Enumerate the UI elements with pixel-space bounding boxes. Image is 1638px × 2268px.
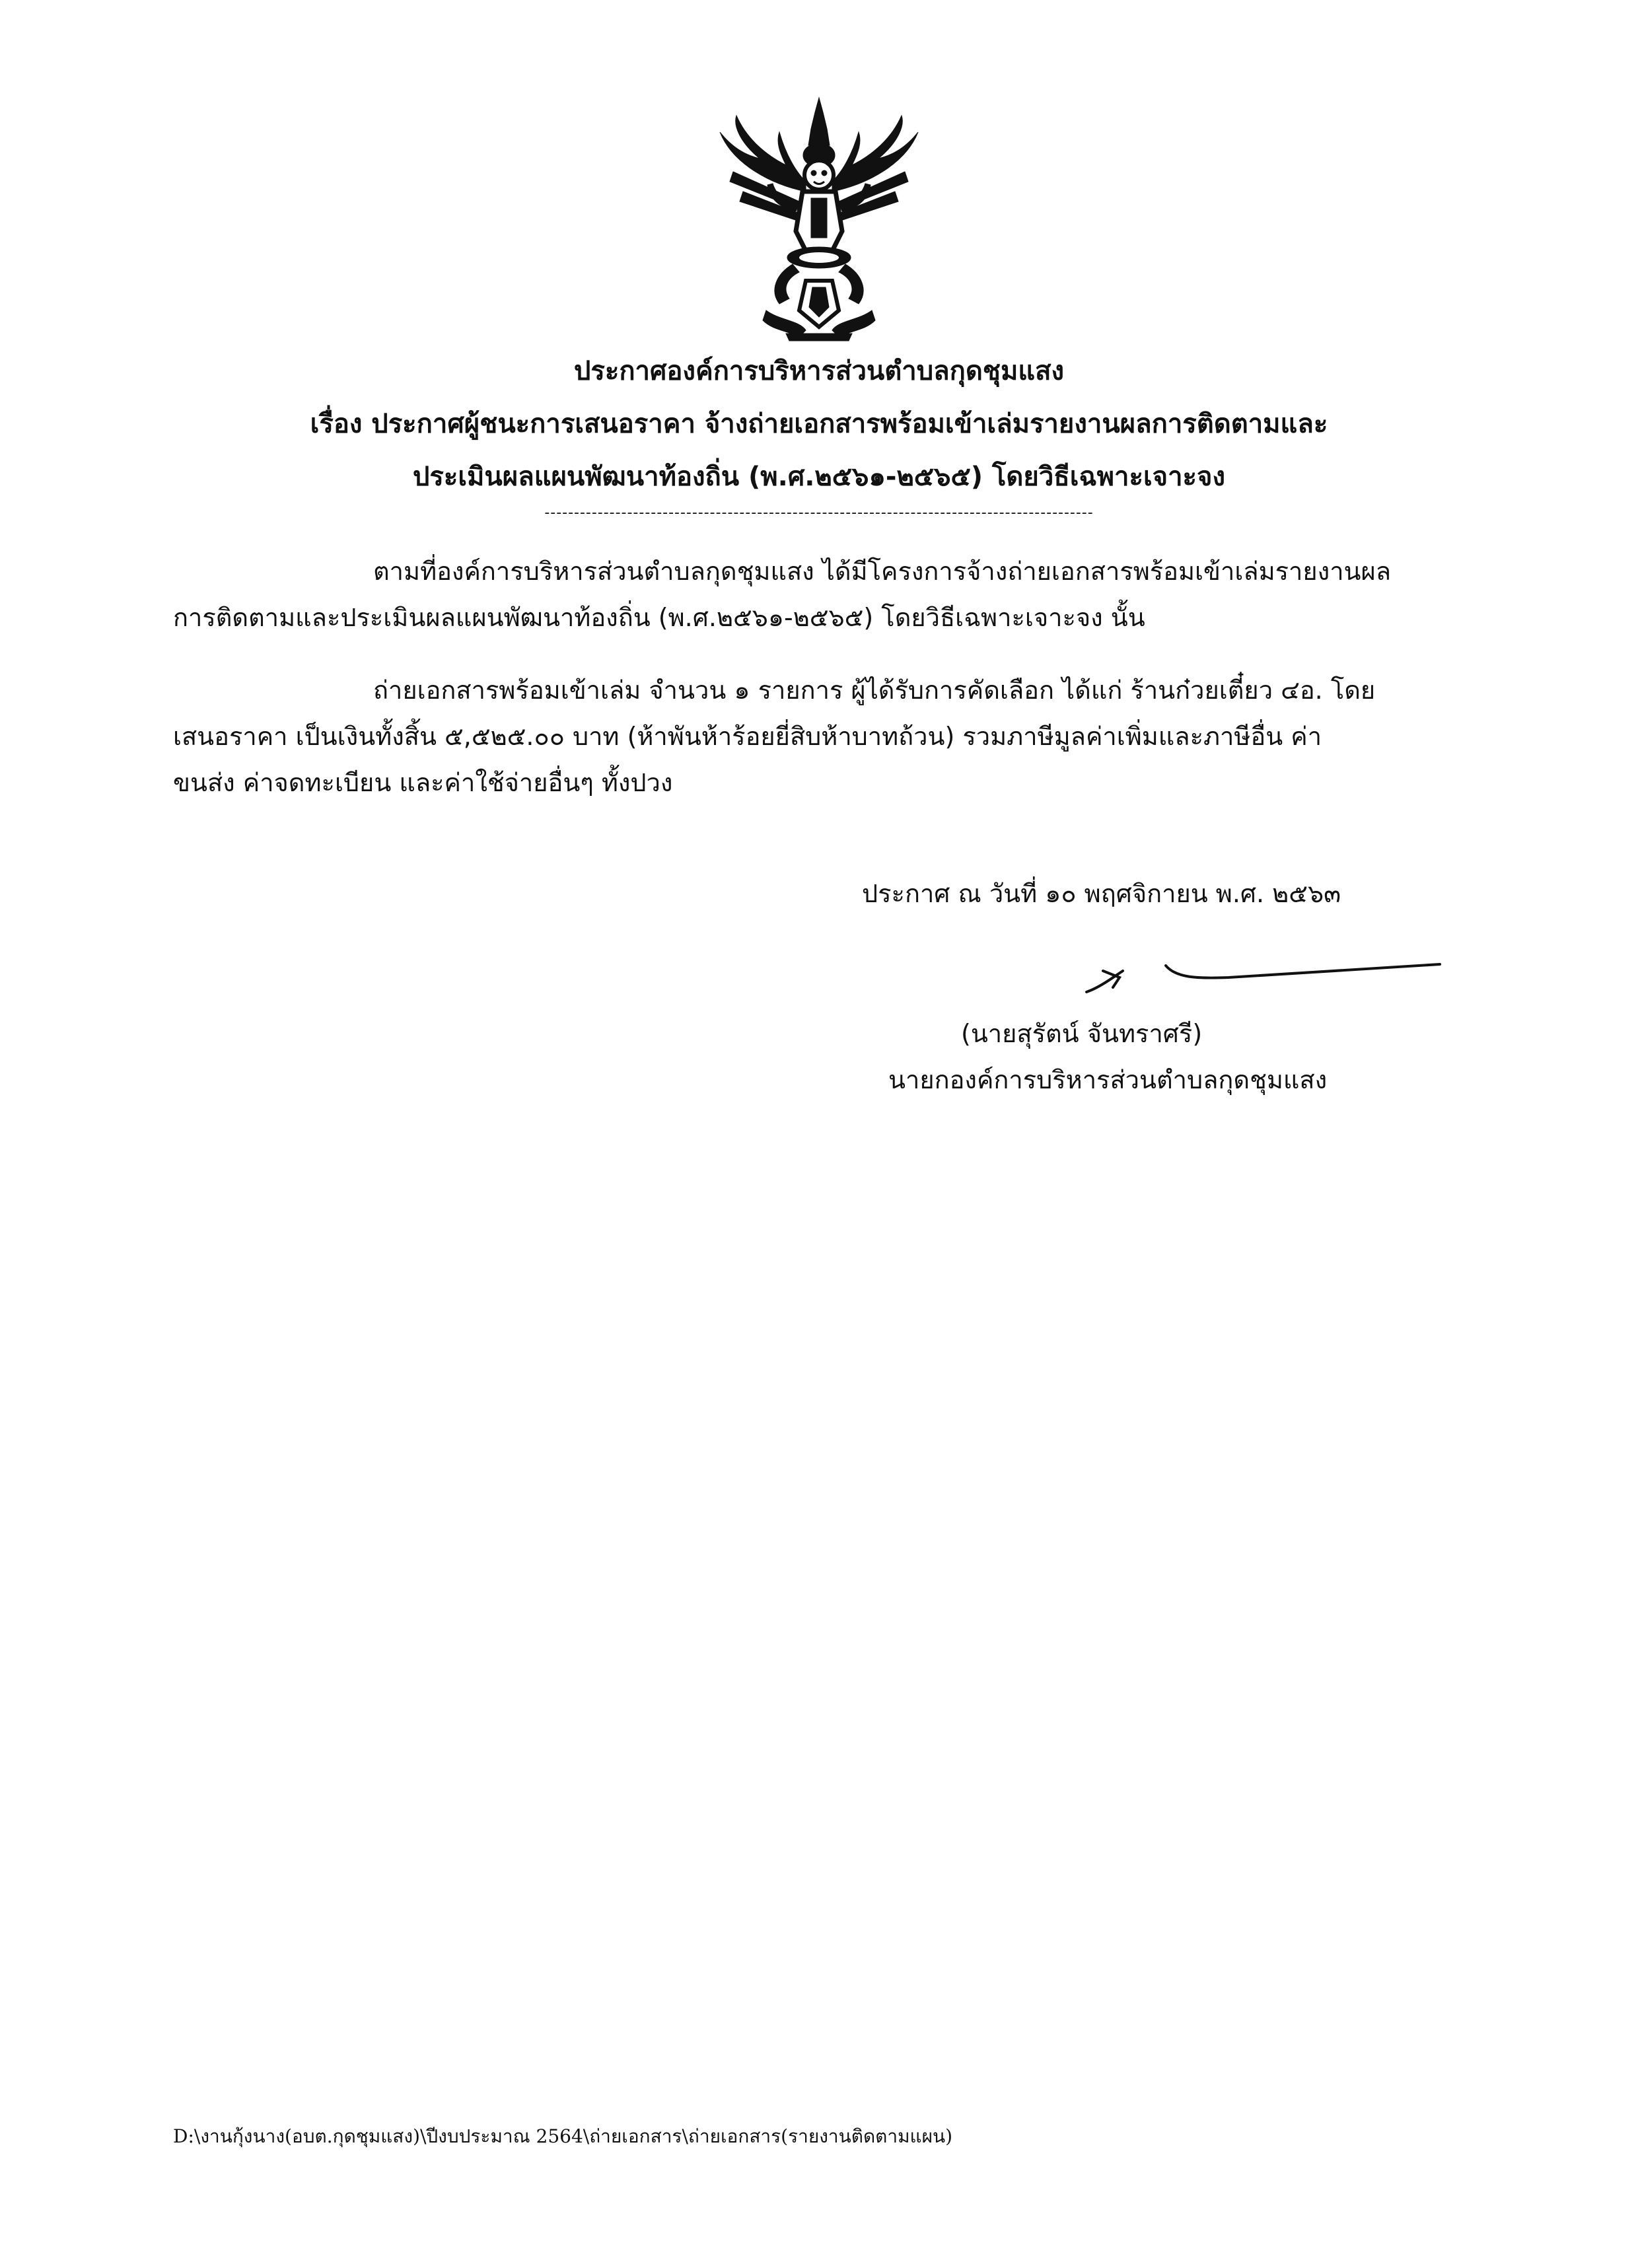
heading-separator: --------------------------------------------------------------------------------------------- xyxy=(544,505,1094,521)
announcement-date: ประกาศ ณ วันที่ ๑๐ พฤศจิกายน พ.ศ. ๒๕๖๓ xyxy=(862,879,1341,908)
paragraph1-line1: ตามที่องค์การบริหารส่วนตำบลกุดชุมแสง ได้มีโครงการจ้างถ่ายเอกสารพร้อมเข้าเล่มรายงานผล xyxy=(373,557,1392,586)
paragraph2-line2: เสนอราคา เป็นเงินทั้งสิ้น ๕,๕๒๕.๐๐ บาท (ห้าพันห้าร้อยยี่สิบห้าบาทถ้วน) รวมภาษีมูลค่าเพิ่มและภาษีอื่น ค่า xyxy=(173,722,1322,751)
handwritten-signature xyxy=(1083,951,1453,1004)
announcement-org-heading: ประกาศองค์การบริหารส่วนตำบลกุดชุมแสง xyxy=(573,356,1065,386)
paragraph2-line1: ถ่ายเอกสารพร้อมเข้าเล่ม จำนวน ๑ รายการ ผู้ได้รับการคัดเลือก ได้แก่ ร้านก๋วยเตี๋ยว ๔อ. โดย xyxy=(373,676,1376,705)
announcement-subject-line1: เรื่อง ประกาศผู้ชนะการเสนอราคา จ้างถ่ายเอกสารพร้อมเข้าเล่มรายงานผลการติดตามและ xyxy=(310,409,1328,439)
signatory-title: นายกองค์การบริหารส่วนตำบลกุดชุมแสง xyxy=(888,1065,1328,1094)
file-path-footer: D:\งานกุ้งนาง(อบต.กุดชุมแสง)\ปีงบประมาณ 2564\ถ่ายเอกสาร\ถ่ายเอกสาร(รายงานติดตามแผน) xyxy=(173,2125,953,2147)
announcement-subject-line2: ประเมินผลแผนพัฒนาท้องถิ่น (พ.ศ.๒๕๖๑-๒๕๖๕) โดยวิธีเฉพาะเจาะจง xyxy=(413,462,1225,492)
garuda-emblem-icon xyxy=(707,92,931,343)
signatory-name: (นายสุรัตน์ จันทราศรี) xyxy=(961,1019,1203,1048)
paragraph1-line2: การติดตามและประเมินผลแผนพัฒนาท้องถิ่น (พ.ศ.๒๕๖๑-๒๕๖๕) โดยวิธีเฉพาะเจาะจง นั้น xyxy=(173,603,1145,632)
paragraph2-line3: ขนส่ง ค่าจดทะเบียน และค่าใช้จ่ายอื่นๆ ทั้งปวง xyxy=(173,768,673,797)
